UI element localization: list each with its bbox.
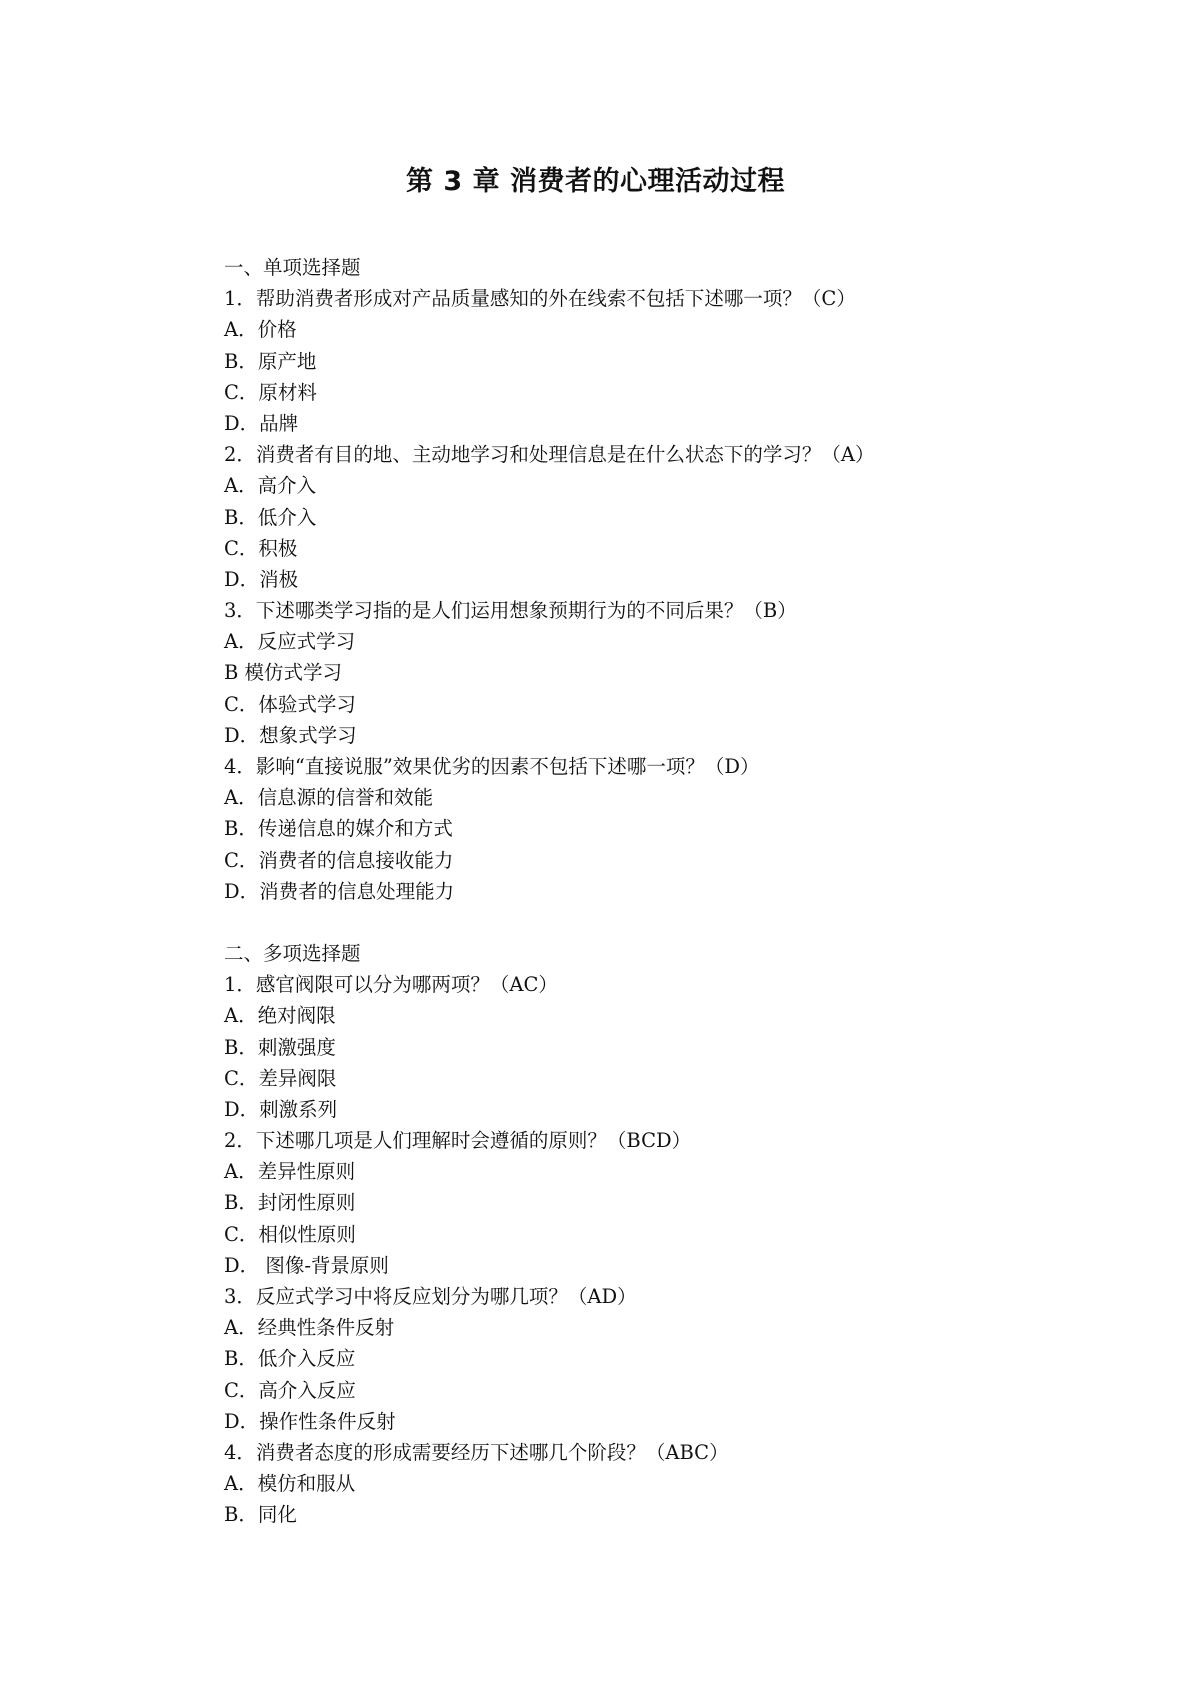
option-line: A．信息源的信誉和效能 [224,786,434,810]
option-line: D．消极 [224,567,299,591]
option-line: D．操作性条件反射 [224,1409,396,1433]
question-line: 2．消费者有目的地、主动地学习和处理信息是在什么状态下的学习？（A） [224,443,875,467]
option-line: C．积极 [224,536,298,560]
option-line: D．品牌 [224,411,299,435]
option-line: B．封闭性原则 [224,1191,356,1215]
option-line: B．刺激强度 [224,1035,336,1059]
section-single-choice [224,252,984,907]
section-multiple-choice [224,938,984,1531]
option-line: A．差异性原则 [224,1160,356,1184]
question-line: 2．下述哪几项是人们理解时会遵循的原则？（BCD） [224,1129,692,1153]
option-line: C．相似性原则 [224,1222,356,1246]
section-heading: 一、单项选择题 [224,256,361,279]
page-title: 第 3 章 消费者的心理活动过程 [406,166,785,197]
option-line: A．经典性条件反射 [224,1316,395,1340]
option-line: B．同化 [224,1503,297,1527]
section-heading: 二、多项选择题 [224,941,361,965]
option-line: C．高介入反应 [224,1378,356,1402]
question-line: 3．下述哪类学习指的是人们运用想象预期行为的不同后果？（B） [224,599,797,623]
option-line: D．想象式学习 [224,723,357,747]
option-line: D．消费者的信息处理能力 [224,879,455,903]
question-line: 1．帮助消费者形成对产品质量感知的外在线索不包括下述哪一项？（C） [224,287,856,311]
option-line: C．消费者的信息接收能力 [224,848,454,872]
option-line: C．体验式学习 [224,692,356,716]
question-line: 1．感官阀限可以分为哪两项？（AC） [224,973,558,997]
option-line: D． 图像-背景原则 [224,1253,389,1277]
option-line: B．原产地 [224,349,317,373]
option-line: A．反应式学习 [224,630,356,654]
question-line: 4．影响“直接说服”效果优劣的因素不包括下述哪一项？（D） [224,755,760,778]
option-line: A．价格 [224,318,297,342]
question-line: 3．反应式学习中将反应划分为哪几项？（AD） [224,1285,637,1308]
option-line: B．低介入反应 [224,1347,356,1371]
option-line: C．原材料 [224,380,317,404]
option-line: B．传递信息的媒介和方式 [224,817,453,841]
option-line: A．绝对阀限 [224,1004,336,1028]
option-line: B 模仿式学习 [224,661,343,685]
option-line: A．模仿和服从 [224,1472,356,1496]
question-line: 4．消费者态度的形成需要经历下述哪几个阶段？（ABC） [224,1440,729,1464]
option-line: D．刺激系列 [224,1097,338,1121]
option-line: C．差异阀限 [224,1066,337,1090]
option-line: B．低介入 [224,505,317,529]
option-line: A．高介入 [224,474,317,498]
document-body [224,252,984,1531]
